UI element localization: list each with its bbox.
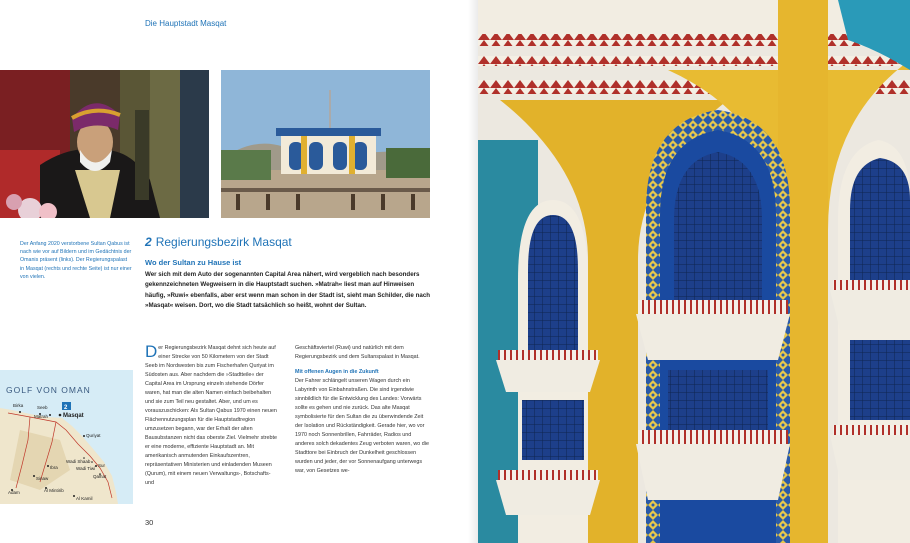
body-column-1	[145, 344, 279, 488]
map-marker-label: 2	[64, 405, 68, 411]
running-head: Die Hauptstadt Masqat	[145, 19, 227, 28]
map-sea-label: GOLF VON OMAN	[6, 385, 91, 395]
region-map	[0, 370, 133, 504]
map-place-label: Wadi Shaab	[66, 459, 91, 464]
section-heading	[145, 235, 292, 249]
lead-paragraph: Wer sich mit dem Auto der sogenannten Capital Area nähert, wird vergeblich nach besonders gekennzeichneten Wegweisern in die Hauptstadt suchen. »Matrah« liest man auf Hinweisen häufig, »Ruwi« ebenfalls, aber erst wenn man schon in der Stadt ist, sieht man Schilder, die nach »Masqat« weisen. Dort, wo die Stadt tatsächlich so heißt, wohnt der Sultan.	[145, 271, 431, 310]
map-place-label: Ibra	[50, 465, 58, 470]
map-place-label: Seeb	[37, 405, 48, 410]
body-column-2	[295, 344, 429, 476]
body-column-1-text: er Regierungsbezirk Masqat dehnt sich heute auf einer Strecke von 50 Kilometern von der Stadt Seeb im Nordwesten bis zum Fischerhafen Quriyat im Südosten aus. Aber nachdem die »Stadtteile« der Capital Area im Ursprung einzeln stehende Dörfer waren, hat man die alten Namen einfach beibehalten und sie zum Teil neu gestaltet. Aber, und um es vorauszuschicken: Als Sultan Qabus 1970 einen neuen Flächennutzungsplan für die Hauptstadtregion umzusetzen begann, war der Erhalt der alten Bausubstanzen nicht das oberste Ziel. Vielmehr strebte er eine moderne, effiziente Hauptstadt an. Mit amerikanisch anmutenden Einkaufszentren, repräsentativen Ministerien und einladenden Museen (Qurum), mit einem neuen Verwaltungs-, Botschafts- und	[145, 345, 278, 486]
map-place-label: Matrah	[34, 414, 49, 419]
map-place-label: Sur	[98, 463, 106, 468]
map-place-label: Al Mintirib	[44, 488, 64, 493]
gutter-shadow	[468, 0, 478, 543]
map-place-label: Quriyat	[86, 433, 101, 438]
sultan-portrait-photo	[0, 70, 209, 218]
palace-photo	[221, 70, 430, 218]
map-place-label: Al Kamil	[76, 496, 93, 501]
facade-photo	[478, 0, 910, 543]
map-place-label: Wadi Tiwi	[76, 466, 96, 471]
body-column-2-rest: Der Fahrer schlängelt unseren Wagen durch ein Labyrinth von Einbahnstraßen. Die sind irgendwie sinnbildlich für die Entwicklung des Landes: Vorwärts sollte es gehen und nie zurück. Das alte Masqat symbolisierte für den Sultan die zu überwindende Zeit der Isolation und Rückständigkeit. Gerade hier, wo vor 1970 noch Sonnenbrillen, Fahrräder, Radios und anderes solch dekadentes Zeug verboten waren, wo die Stadttore bei Einbruch der Dunkelheit geschlossen wurden und jeder, der vor Sonnenaufgang unterwegs war, von Gesetzes we-	[295, 377, 429, 474]
map-place-label: Qalhat	[93, 474, 107, 479]
dropcap: D	[145, 342, 158, 361]
map-place-label: Birka	[13, 403, 24, 408]
map-place-label: Masqat	[63, 413, 84, 419]
page-number: 30	[145, 518, 154, 527]
section-title: Regierungsbezirk Masqat	[155, 235, 292, 249]
map-place-label: Adam	[8, 490, 20, 495]
body-column-2-top: Geschäftsviertel (Ruwi) und natürlich mit dem Regierungsbezirk und dem Sultanspalast in Masqat.	[295, 345, 420, 360]
inline-subheading: Mit offenen Augen in die Zukunft	[295, 368, 379, 375]
section-number: 2	[145, 235, 152, 249]
photo-caption: Der Anfang 2020 verstorbene Sultan Qabus ist nach wie vor auf Bildern und im Gedächtnis der Omanis präsent (links). Der Regierungspalast in Masqat (rechts und rechte Seite) ist nur einer von vielen.	[20, 241, 132, 280]
map-place-label: Sinaw	[36, 476, 49, 481]
subheading: Wo der Sultan zu Hause ist	[145, 258, 242, 267]
